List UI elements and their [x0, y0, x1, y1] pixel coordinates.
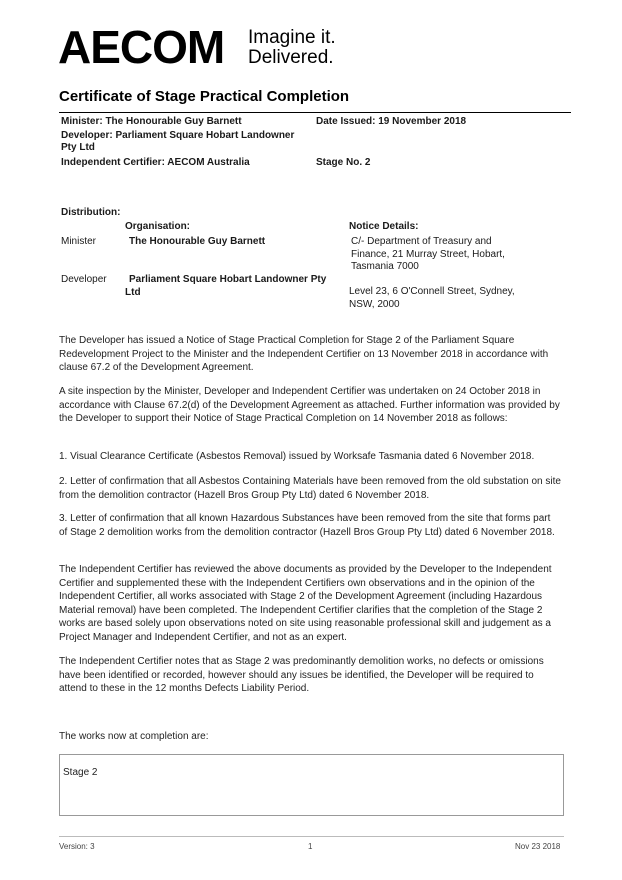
- logo-tagline: [248, 28, 336, 68]
- certifier-line: Independent Certifier: AECOM Australia: [61, 157, 250, 168]
- works-box: [59, 754, 564, 816]
- distribution-org-minister: The Honourable Guy Barnett: [129, 236, 266, 247]
- stage-number: Stage No. 2: [316, 157, 371, 168]
- developer-line-1: Developer: Parliament Square Hobart Landowner: [61, 130, 295, 141]
- page-title: Certificate of Stage Practical Completion: [59, 88, 350, 105]
- works-label: The works now at completion are:: [59, 731, 209, 742]
- date-issued: Date Issued: 19 November 2018: [316, 116, 467, 127]
- distribution-org-developer: [125, 274, 340, 299]
- footer-version: Version: 3: [59, 842, 95, 851]
- notice-line: Tasmania 7000: [351, 261, 419, 272]
- notice-line: Level 23, 6 O'Connell Street, Sydney,: [349, 286, 515, 297]
- footer-divider: [59, 836, 564, 837]
- notice-details-column-header: Notice Details:: [349, 221, 419, 232]
- title-divider: [59, 112, 571, 113]
- distribution-role-minister: Minister: [61, 236, 97, 247]
- notice-line: Finance, 21 Murray Street, Hobart,: [351, 248, 505, 260]
- works-value: Stage 2: [63, 767, 98, 778]
- notice-line: C/- Department of Treasury and: [351, 236, 492, 247]
- footer-page-number: 1: [308, 842, 313, 851]
- distribution-heading: Distribution:: [61, 207, 121, 218]
- org-line: Ltd: [125, 286, 141, 298]
- organisation-column-header: Organisation:: [125, 221, 191, 232]
- tagline-line1: Imagine it.: [248, 27, 336, 48]
- aecom-logo: AECOM: [58, 21, 225, 73]
- distribution-role-developer: Developer: [61, 274, 107, 285]
- distribution-notice-developer: [349, 286, 549, 311]
- tagline-line2: Delivered.: [248, 47, 334, 68]
- list-item-1: 1. Visual Clearance Certificate (Asbestos Removal) issued by Worksafe Tasmania dated 6 November 2018.: [59, 451, 535, 462]
- developer-line-2: Pty Ltd: [61, 142, 95, 153]
- org-line: Parliament Square Hobart Landowner Pty: [129, 274, 327, 285]
- minister-line: Minister: The Honourable Guy Barnett: [61, 116, 242, 127]
- footer-date: Nov 23 2018: [515, 842, 561, 851]
- paragraph-defects: The Independent Certifier notes that as Stage 2 was predominantly demolition works, no defects or omissions have been identified or recorded, however should any issues be identified, the Developer will be required to attend to these in the 12 months Defects Liability Period.: [59, 656, 544, 695]
- paragraph-site-inspection: A site inspection by the Minister, Developer and Independent Certifier was undertaken on 24 October 2018 in accordance with Clause 67.2(d) of the Development Agreement as attached. Further information was provided by the Developer to support their Notice of Stage Practical Completion on 14 November 2018 as follows:: [59, 386, 560, 425]
- paragraph-notice: The Developer has issued a Notice of Stage Practical Completion for Stage 2 of the Parliament Square Redevelopment Project to the Minister and the Independent Certifier on 13 November 2018 in accordance with clause 67.2 of the Development Agreement.: [59, 335, 549, 374]
- distribution-notice-minister: [351, 236, 551, 274]
- notice-line: NSW, 2000: [349, 298, 400, 310]
- list-item-2: 2. Letter of confirmation that all Asbestos Containing Materials have been removed from the old substation on site from the demolition contractor (Hazell Bros Group Pty Ltd) dated 6 November 2018.: [59, 476, 561, 501]
- paragraph-review: The Independent Certifier has reviewed the above documents as provided by the Developer to the Independent Certifier and supplemented these with the Independent Certifiers own observations and in the opinion of the Independent Certifier, all works associated with Stage 2 of the Development Agreement (including Hazardous Material removal) have been completed. The Independent Certifier clarifies that the completion of the Stage 2 works are based solely upon observations noted on site using reasonable professional skill and judgement as a Project Manager and Independent Certifier, and not as an expert.: [59, 564, 552, 643]
- list-item-3: 3. Letter of confirmation that all known Hazardous Substances have been removed from the site that forms part of Stage 2 demolition works from the demolition contractor (Hazell Bros Group Pty Ltd) dated 6 November 2018.: [59, 513, 555, 538]
